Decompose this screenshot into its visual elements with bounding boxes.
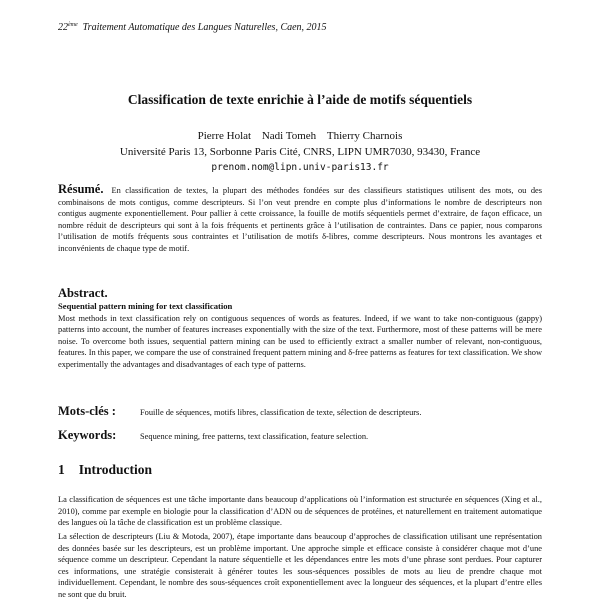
resume-section bbox=[58, 184, 542, 255]
author-name: Nadi Tomeh bbox=[261, 130, 317, 142]
edition-superscript: ème bbox=[68, 22, 78, 28]
paragraph: La classification de séquences est une tâche importante dans beaucoup d’applications où l’information est structurée en séquences (Xing et al., 2010), comme par exemple en biologie pour la classification d’ADN ou de séquences de protéines, et naturellement en traitement automatique des langues où la tâche de classification est un problème classique. bbox=[58, 495, 542, 528]
author-names bbox=[0, 128, 600, 144]
section-title: Introduction bbox=[78, 462, 153, 477]
author-name: Pierre Holat bbox=[197, 130, 252, 142]
author-block bbox=[0, 128, 600, 176]
keywords-fr-text: Fouille de séquences, motifs libres, classification de texte, sélection de descripteurs. bbox=[140, 408, 422, 417]
author-email: prenom.nom@lipn.univ-paris13.fr bbox=[211, 162, 389, 173]
keywords-en-heading: Keywords: bbox=[58, 428, 117, 442]
affiliation: Université Paris 13, Sorbonne Paris Cité, CNRS, LIPN UMR7030, 93430, France bbox=[119, 146, 481, 158]
section-heading bbox=[58, 462, 152, 478]
abstract-section bbox=[58, 286, 542, 371]
paragraph: La sélection de descripteurs (Liu & Motoda, 2007), étape importante dans beaucoup d’approches de classification utilisant une représentation des données basée sur les descripteurs, est un problème important. Une approche simple et efficace consiste à considérer chaque mot d’une séquence comme un descripteur. Cependant la nature séquentielle et les dépendances entre les mots d’une phrase sont perdues. Pour capturer ces informations, une stratégie consisterait à générer toutes les sous-séquences possibles de mots au lieu de prendre chaque mot individuellement. Cependant, le nombre des sous-séquences croît exponentiellement avec la longueur des séquences, et la plupart d’entre elles ne sont que du bruit. bbox=[58, 532, 542, 599]
resume-text: En classification de textes, la plupart des méthodes fondées sur des classifieurs statistiques utilisent des mots, ou des combinaisons de mots contigus, comme descripteurs. Si l’on veut prendre en compte plus d’informations le nombre de descripteurs non contigus augmente exponentiellement. Pour pallier à cette croissance, la fouille de motifs séquentiels permet d’extraire, de façon efficace, un nombre réduit de descripteurs qui sont à la fois fréquents et pertinents grâce à l’utilisation de contraintes. Dans ce papier, nous comparons l’utilisation de motifs fréquents sous contraintes et l’utilisation de motifs δ-libres, comme descripteurs. Nous montrons les avantages et inconvénients de chaque type de motif. bbox=[58, 186, 542, 253]
keywords-fr-row bbox=[58, 402, 542, 420]
abstract-heading: Abstract. bbox=[58, 286, 108, 300]
paper-title: Classification de texte enrichie à l’aide de motifs séquentiels bbox=[127, 92, 473, 107]
keywords-en-text: Sequence mining, free patterns, text classification, feature selection. bbox=[140, 432, 369, 441]
resume-heading: Résumé. bbox=[58, 182, 104, 196]
section-number: 1 bbox=[58, 462, 65, 477]
abstract-subtitle: Sequential pattern mining for text classification bbox=[58, 301, 233, 311]
running-header bbox=[58, 22, 327, 33]
keywords-fr-heading: Mots-clés : bbox=[58, 404, 116, 418]
conference-name: Traitement Automatique des Langues Naturelles, Caen, 2015 bbox=[82, 22, 327, 33]
author-name: Thierry Charnois bbox=[326, 130, 403, 142]
keywords-en-row bbox=[58, 426, 542, 444]
abstract-text: Most methods in text classification rely on contiguous sequences of words as features. Indeed, if we want to take non-contiguous (gappy) patterns into account, the number of features increases exponentially with the size of the text. Furthermore, most of these patterns will be mere noise. To overcome both issues, sequential pattern mining can be used to efficiently extract a smaller number of relevant, non-contiguous, features. In this paper, we compare the use of constrained frequent pattern mining and δ-free patterns as features for text classification. We show experimentally the advantages and disadvantages of each type of patterns. bbox=[58, 313, 542, 369]
edition-number: 22 bbox=[58, 22, 68, 33]
